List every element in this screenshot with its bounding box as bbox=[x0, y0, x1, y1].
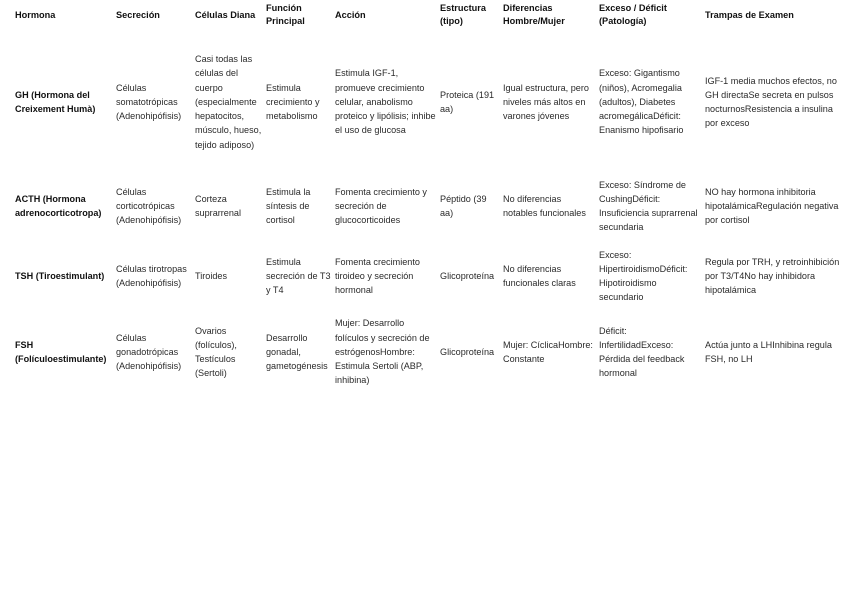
header-estructura: Estructura (tipo) bbox=[440, 3, 486, 26]
cell-hormona: GH (Hormona del Creixement Humà) bbox=[15, 89, 96, 114]
cell-trampas: Regula por TRH, y retroinhibición por T3/T4No hay inhibidora hipotalámica bbox=[705, 256, 840, 296]
cell-secrecion: Células somatotrópicas (Adenohipófisis) bbox=[116, 82, 182, 122]
cell-patologia: Exceso: Síndrome de CushingDéficit: Insuficiencia suprarrenal secundaria bbox=[599, 179, 698, 233]
cell-accion: Estimula IGF-1, promueve crecimiento celular, anabolismo proteico y lipólisis; inhibe el uso de glucosa bbox=[335, 68, 436, 136]
document-page bbox=[13, 0, 843, 390]
cell-trampas: IGF-1 media muchos efectos, no GH directaSe secreta en pulsos nocturnosResistencia a insulina por exceso bbox=[705, 75, 837, 129]
table-header-row bbox=[13, 0, 843, 30]
cell-accion: Fomenta crecimiento tiroideo y secreción hormonal bbox=[335, 256, 420, 296]
cell-hormona: TSH (Tiroestimulant) bbox=[15, 270, 105, 281]
cell-celulas-diana: Tiroides bbox=[195, 270, 228, 281]
cell-accion: Fomenta crecimiento y secreción de glucocorticoides bbox=[335, 186, 427, 226]
header-hormona: Hormona bbox=[15, 9, 56, 20]
table-row bbox=[13, 238, 843, 314]
hormone-table bbox=[13, 0, 843, 390]
cell-secrecion: Células tirotropas (Adenohipófisis) bbox=[116, 263, 187, 288]
header-patologia: Exceso / Déficit (Patología) bbox=[599, 3, 667, 26]
cell-celulas-diana: Corteza suprarrenal bbox=[195, 193, 241, 218]
cell-funcion: Estimula secreción de T3 y T4 bbox=[266, 256, 331, 296]
cell-celulas-diana: Casi todas las células del cuerpo (especialmente hepatocitos, músculo, hueso, tejido adiposo) bbox=[195, 54, 262, 150]
cell-diferencias: No diferencias funcionales claras bbox=[503, 263, 576, 288]
cell-secrecion: Células corticotrópicas (Adenohipófisis) bbox=[116, 186, 182, 226]
cell-funcion: Estimula la síntesis de cortisol bbox=[266, 186, 311, 226]
cell-celulas-diana: Ovarios (folículos), Testículos (Sertoli) bbox=[195, 325, 237, 379]
cell-accion: Mujer: Desarrollo folículos y secreción de estrógenosHombre: Estimula Sertoli (ABP, inhibina) bbox=[335, 318, 430, 386]
header-funcion-principal: Función Principal bbox=[266, 3, 305, 26]
table-row bbox=[13, 30, 843, 174]
header-diferencias: Diferencias Hombre/Mujer bbox=[503, 3, 565, 26]
cell-estructura: Glicoproteína bbox=[440, 270, 495, 281]
cell-secrecion: Células gonadotrópicas (Adenohipófisis) bbox=[116, 332, 182, 372]
cell-estructura: Péptido (39 aa) bbox=[440, 193, 487, 218]
cell-diferencias: Igual estructura, pero niveles más altos en varones jóvenes bbox=[503, 82, 589, 122]
cell-diferencias: Mujer: CíclicaHombre: Constante bbox=[503, 339, 593, 364]
header-trampas: Trampas de Examen bbox=[705, 9, 794, 20]
cell-hormona: FSH (Folículoestimulante) bbox=[15, 339, 107, 364]
header-secrecion: Secreción bbox=[116, 9, 160, 20]
cell-funcion: Desarrollo gonadal, gametogénesis bbox=[266, 332, 328, 372]
cell-estructura: Proteica (191 aa) bbox=[440, 89, 495, 114]
cell-patologia: Exceso: HipertiroidismoDéficit: Hipotiroidismo secundario bbox=[599, 249, 688, 303]
cell-trampas: NO hay hormona inhibitoria hipotalámicaRegulación negativa por cortisol bbox=[705, 186, 839, 226]
cell-hormona: ACTH (Hormona adrenocorticotropa) bbox=[15, 193, 102, 218]
table-row bbox=[13, 314, 843, 390]
cell-funcion: Estimula crecimiento y metabolismo bbox=[266, 82, 320, 122]
table-row bbox=[13, 174, 843, 238]
cell-patologia: Déficit: InfertilidadExceso: Pérdida del feedback hormonal bbox=[599, 325, 685, 379]
cell-patologia: Exceso: Gigantismo (niños), Acromegalia (adultos), Diabetes acromegálicaDéficit: Enanismo hipofisario bbox=[599, 68, 684, 136]
header-accion: Acción bbox=[335, 9, 366, 20]
cell-estructura: Glicoproteína bbox=[440, 346, 495, 357]
cell-trampas: Actúa junto a LHInhibina regula FSH, no LH bbox=[705, 339, 832, 364]
header-celulas-diana: Células Diana bbox=[195, 9, 256, 20]
cell-diferencias: No diferencias notables funcionales bbox=[503, 193, 586, 218]
